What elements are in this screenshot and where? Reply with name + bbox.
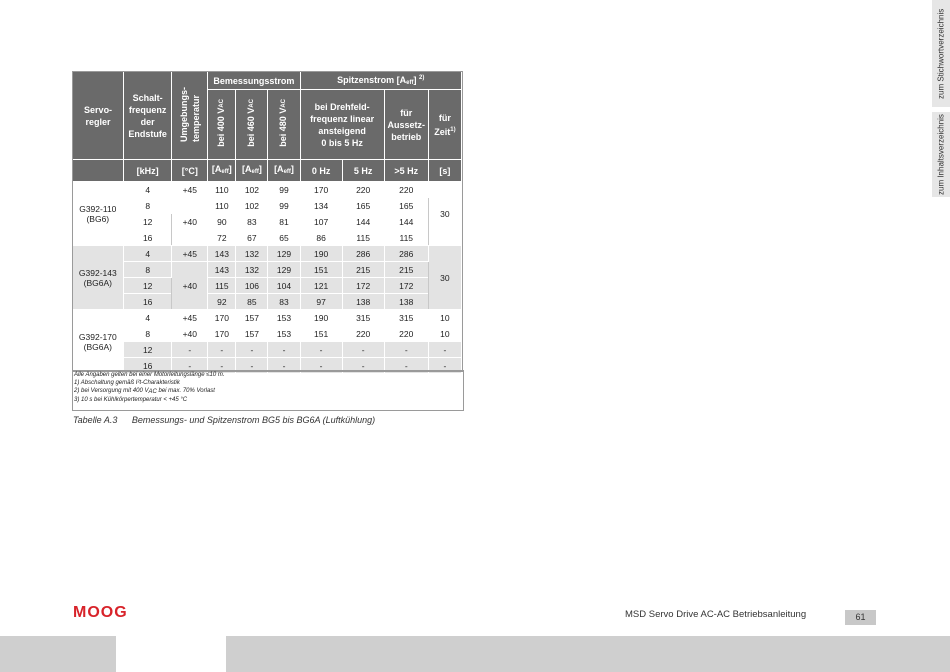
cell-i460: 106 (236, 278, 268, 294)
cell-frequency: 8 (124, 198, 172, 214)
cell-temperature: - (172, 358, 208, 374)
for-time-label: für Zeit (434, 112, 451, 137)
note-3: 3) 10 s bei Kühlkörpertemperatur < +45 °C (74, 397, 188, 403)
unit-degc: [°C] (172, 160, 208, 182)
cell-i480: 153 (268, 326, 300, 342)
cell-time: 10 (428, 326, 461, 342)
cell-p5: 138 (342, 294, 384, 310)
cell-time: - (428, 342, 461, 358)
cell-pgt5: 165 (384, 198, 428, 214)
table-caption (73, 415, 375, 425)
cell-i460: 157 (236, 310, 268, 326)
moog-logo (73, 604, 155, 620)
cell-p0: - (300, 358, 342, 374)
cell-temperature: - (172, 342, 208, 358)
cell-frequency: 16 (124, 230, 172, 246)
cell-i460: 157 (236, 326, 268, 342)
cell-frequency: 12 (124, 278, 172, 294)
cell-frequency: 16 (124, 294, 172, 310)
cell-p0: 190 (300, 310, 342, 326)
controller-cell: G392-110 (BG6) (73, 182, 124, 246)
cell-frequency: 16 (124, 358, 172, 374)
cell-i400: - (208, 358, 236, 374)
cell-i400: 110 (208, 182, 236, 198)
note-2: 2) bei Versorgung mit 400 $V_{AC}$ bei max. 70% Vorlast (74, 388, 215, 395)
header-servo-controller: Servo- regler (73, 72, 124, 160)
for-time-footnote: 1) (450, 126, 456, 133)
cell-time: 30 (428, 182, 461, 246)
header-for-time (428, 90, 461, 160)
cell-frequency: 8 (124, 262, 172, 278)
cell-pgt5: 220 (384, 326, 428, 342)
header-intermittent: für Aussetz- betrieb (384, 90, 428, 160)
table-notes (72, 370, 464, 411)
header-switching-frequency: Schalt- frequenz der Endstufe (124, 72, 172, 160)
unit-aeff-460: $[A_{eff}]$ (236, 160, 268, 182)
table-row (73, 246, 462, 262)
cell-p5: 115 (342, 230, 384, 246)
cell-i400: 170 (208, 326, 236, 342)
cell-frequency: 12 (124, 342, 172, 358)
cell-i460: - (236, 358, 268, 374)
controller-cell: G392-143 (BG6A) (73, 246, 124, 310)
cell-temperature: +40 (172, 326, 208, 342)
caption-number: Tabelle A.3 (73, 415, 118, 425)
cell-p5: - (342, 358, 384, 374)
cell-p0: 151 (300, 326, 342, 342)
current-table (72, 71, 462, 374)
cell-p5: - (342, 342, 384, 358)
cell-i400: - (208, 342, 236, 358)
peak-current-label: Spitzenstrom [A (337, 75, 407, 85)
cell-i480: - (268, 342, 300, 358)
cell-temperature: +45 (172, 182, 208, 198)
header-460v-sub: AC (249, 99, 256, 108)
side-navigation (932, 0, 950, 672)
cell-i460: 85 (236, 294, 268, 310)
note-1: 1) Abschaltung gemäß I²t-Charakteristik (74, 380, 180, 386)
cell-i400: 72 (208, 230, 236, 246)
header-ambient-temperature (172, 72, 208, 160)
cell-p0: 151 (300, 262, 342, 278)
cell-i460: - (236, 342, 268, 358)
cell-p0: 97 (300, 294, 342, 310)
cell-pgt5: - (384, 358, 428, 374)
table-row (73, 278, 462, 294)
cell-i400: 170 (208, 310, 236, 326)
cell-pgt5: 115 (384, 230, 428, 246)
unit-5hz: 5 Hz (342, 160, 384, 182)
table-row (73, 310, 462, 326)
table-row (73, 294, 462, 310)
cell-pgt5: 315 (384, 310, 428, 326)
cell-temperature: +40 (172, 198, 208, 246)
unit-gt5hz: >5 Hz (384, 160, 428, 182)
header-peak-current (300, 72, 461, 90)
units-servo-empty (73, 160, 124, 182)
cell-p5: 144 (342, 214, 384, 230)
cell-pgt5: 215 (384, 262, 428, 278)
cell-p5: 220 (342, 182, 384, 198)
cell-p0: 121 (300, 278, 342, 294)
cell-i460: 67 (236, 230, 268, 246)
header-400v-label: bei 400 V (216, 107, 227, 147)
cell-i480: 153 (268, 310, 300, 326)
ambient-temperature-label: Umgebungs- temperatur (178, 86, 201, 142)
cell-pgt5: 138 (384, 294, 428, 310)
unit-0hz: 0 Hz (300, 160, 342, 182)
cell-p0: 107 (300, 214, 342, 230)
cell-frequency: 4 (124, 246, 172, 262)
table-row (73, 262, 462, 278)
cell-p0: 170 (300, 182, 342, 198)
table-row (73, 326, 462, 342)
page-number: 61 (845, 610, 876, 625)
header-rated-current: Bemessungsstrom (208, 72, 300, 90)
cell-i400: 92 (208, 294, 236, 310)
cell-frequency: 4 (124, 310, 172, 326)
cell-i480: 104 (268, 278, 300, 294)
keyword-index-link[interactable]: zum Stichwortverzeichnis (932, 0, 950, 107)
cell-i480: 129 (268, 246, 300, 262)
cell-i480: 99 (268, 182, 300, 198)
cell-p5: 215 (342, 262, 384, 278)
cell-temperature: +45 (172, 246, 208, 262)
cell-i460: 132 (236, 246, 268, 262)
cell-temperature: +40 (172, 262, 208, 310)
cell-pgt5: 220 (384, 182, 428, 198)
cell-i480: 129 (268, 262, 300, 278)
cell-i460: 132 (236, 262, 268, 278)
cell-i400: 115 (208, 278, 236, 294)
cell-p5: 172 (342, 278, 384, 294)
cell-i460: 102 (236, 198, 268, 214)
unit-aeff-400: $[A_{eff}]$ (208, 160, 236, 182)
table-row (73, 214, 462, 230)
cell-i460: 102 (236, 182, 268, 198)
cell-pgt5: 286 (384, 246, 428, 262)
header-480v-sub: AC (281, 99, 288, 108)
unit-aeff-480: $[A_{eff}]$ (268, 160, 300, 182)
cell-i480: 99 (268, 198, 300, 214)
table-row (73, 198, 462, 214)
cell-p5: 220 (342, 326, 384, 342)
cell-i400: 143 (208, 246, 236, 262)
cell-time: 10 (428, 310, 461, 326)
cell-p0: - (300, 342, 342, 358)
cell-pgt5: - (384, 342, 428, 358)
cell-i400: 143 (208, 262, 236, 278)
cell-frequency: 4 (124, 182, 172, 198)
cell-time: - (428, 358, 461, 374)
cell-frequency: 12 (124, 214, 172, 230)
header-460v-label: bei 460 V (246, 107, 257, 147)
bottom-bar-gap (116, 636, 226, 672)
cell-p5: 165 (342, 198, 384, 214)
cell-frequency: 8 (124, 326, 172, 342)
header-rotating-field: bei Drehfeld- frequenz linear ansteigend 0 bis 5 Hz (300, 90, 384, 160)
footer-document-title: MSD Servo Drive AC-AC Betriebsanleitung (625, 609, 807, 620)
cell-i480: 81 (268, 214, 300, 230)
unit-seconds: [s] (428, 160, 461, 182)
peak-current-footnote: 2) (419, 75, 425, 81)
peak-current-end: ] (413, 75, 417, 85)
cell-i480: - (268, 358, 300, 374)
cell-p5: 286 (342, 246, 384, 262)
note-general: Alle Angaben gelten bei einer Motorleitungslänge ≤10 m. (74, 372, 225, 378)
cell-p5: 315 (342, 310, 384, 326)
cell-i480: 65 (268, 230, 300, 246)
cell-i480: 83 (268, 294, 300, 310)
controller-cell: G392-170 (BG6A) (73, 310, 124, 374)
cell-i460: 83 (236, 214, 268, 230)
logo-text: MOOG (73, 604, 128, 620)
header-400v-sub: AC (219, 99, 226, 108)
contents-link[interactable]: zum Inhaltsverzeichnis (932, 112, 950, 197)
header-400v (208, 90, 236, 160)
header-480v-label: bei 480 V (278, 107, 289, 147)
cell-p0: 190 (300, 246, 342, 262)
header-460v (236, 90, 268, 160)
cell-p0: 86 (300, 230, 342, 246)
table-row (73, 182, 462, 198)
cell-time: 30 (428, 246, 461, 310)
unit-khz: [kHz] (124, 160, 172, 182)
caption-text: Bemessungs- und Spitzenstrom BG5 bis BG6A (Luftkühlung) (131, 415, 376, 425)
cell-p0: 134 (300, 198, 342, 214)
table-row (73, 230, 462, 246)
cell-i400: 90 (208, 214, 236, 230)
cell-temperature: +45 (172, 310, 208, 326)
cell-i400: 110 (208, 198, 236, 214)
table-row (73, 342, 462, 358)
header-480v (268, 90, 300, 160)
peak-current-sub: eff (406, 80, 414, 86)
cell-pgt5: 172 (384, 278, 428, 294)
cell-pgt5: 144 (384, 214, 428, 230)
